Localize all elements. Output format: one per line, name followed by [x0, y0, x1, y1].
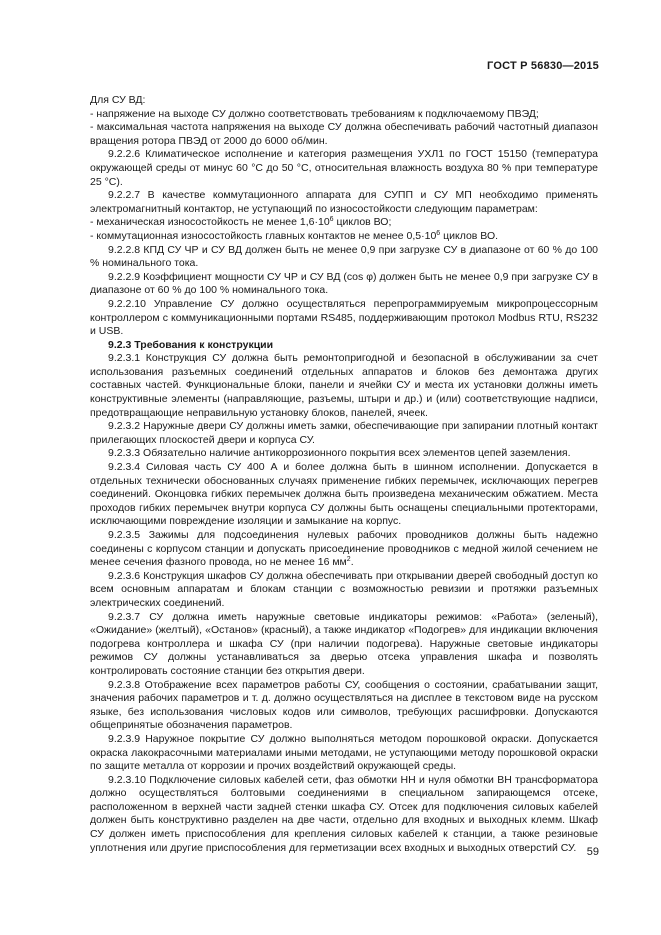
paragraph-text-tail: циклов ВО.: [440, 229, 499, 242]
superscript: 2: [346, 556, 351, 564]
paragraph: [90, 216, 598, 230]
paragraph-text: 9.2.3.6 Конструкция шкафов СУ должна обеспечивать при открывании дверей свободный доступ ко всем основным аппаратам и блокам станции с возможностью ревизии и протяжки разъемных электрических соединений.: [90, 569, 598, 609]
paragraph-text: 9.2.3.1 Конструкция СУ должна быть ремонтопригодной и безопасной в обслуживании за счет использования разъемных соединений отдельных аппаратов и блоков без демонтажа других составных частей. Функциональные блоки, панели и ячейки СУ и места их установки должны иметь конструктивные элементы (направляющие, разъемы, штыри и др.) и (или) соответствующие надписи, предотвращающие неправильную установку блоков, панелей, ячеек.: [90, 352, 598, 419]
paragraph: [90, 679, 598, 733]
paragraph-text: 9.2.2.8 КПД СУ ЧР и СУ ВД должен быть не менее 0,9 при загрузке СУ в диапазоне от 60 % до 100 % номинального тока.: [90, 243, 598, 270]
paragraph: [90, 611, 598, 679]
superscript: 6: [436, 229, 441, 237]
paragraph: [90, 271, 598, 298]
document-id: ГОСТ Р 56830—2015: [487, 60, 599, 72]
paragraph-text: 9.2.2.7 В качестве коммутационного аппарата для СУПП и СУ МП необходимо применять электромагнитный контактор, не уступающий по износостойкости следующим параметрам:: [90, 189, 598, 215]
paragraph-text: 9.2.3.8 Отображение всех параметров работы СУ, сообщения о состоянии, срабатывании защит, значения рабочих параметров и т. д. должно осуществляться на дисплее в текстовом виде на русском языке, без использования числовых кодов или символов, требующих расшифровки. Допускаются общепринятые обозначения параметров.: [90, 678, 598, 732]
paragraph: [90, 447, 598, 461]
paragraph: [90, 352, 598, 420]
paragraph-text: 9.2.3.3 Обязательно наличие антикоррозионного покрытия всех элементов цепей заземления.: [108, 447, 571, 460]
paragraph-text: 9.2.3.10 Подключение силовых кабелей сети, фаз обмотки НН и нуля обмотки ВН трансформатора должно осуществляться болтовыми соединениями в специальном запирающемся отсеке, расположенном в верхней части задней стенки шкафа СУ. Отсек для подключения силовых кабелей должен быть конструктивно разделен на две части, отдельно для входных и выходных клемм. Шкаф СУ должен иметь приспособления для крепления силовых кабелей к станции, а также резиновые уплотнения или другие приспособления для герметизации всех входных и выходных отверстий СУ.: [90, 773, 598, 854]
paragraph: [90, 108, 598, 122]
paragraph: [90, 461, 598, 529]
paragraph-text: 9.2.2.9 Коэффициент мощности СУ ЧР и СУ ВД (cos φ) должен быть не менее 0,9 при загрузке СУ в диапазоне от 60 % до 100 % номинального тока.: [90, 270, 598, 297]
paragraph-text: Для СУ ВД:: [90, 94, 146, 106]
paragraph-text: 9.2.3 Требования к конструкции: [108, 338, 274, 351]
paragraph-text: - механическая износостойкость не менее 1,6·10: [90, 216, 330, 229]
paragraph: [90, 121, 598, 148]
section-heading: [90, 339, 598, 353]
paragraph: [90, 148, 598, 189]
paragraph-text: 9.2.2.10 Управление СУ должно осуществляться перепрограммируемым микропроцессорным контроллером с коммуникационными портами RS485, поддерживающим протокол Modbus RTU, RS232 и USB.: [90, 297, 598, 338]
paragraph: [90, 733, 598, 774]
paragraph: [90, 570, 598, 611]
paragraph-text: - напряжение на выходе СУ должно соответствовать требованиям к подключаемому ПВЭД;: [90, 107, 539, 120]
paragraph: [90, 298, 598, 339]
paragraph-text: 9.2.3.9 Наружное покрытие СУ должно выполняться методом порошковой окраски. Допускается окраска лакокрасочными материалами иными методами, не уступающими методу порошковой окраски по защите металла от коррозии и прочих воздействий окружающей среды.: [90, 732, 598, 773]
paragraph: [90, 420, 598, 447]
paragraph-text: 9.2.3.2 Наружные двери СУ должны иметь замки, обеспечивающие при запирании плотный контакт прилегающих плоскостей двери и корпуса СУ.: [90, 420, 598, 446]
paragraph: [90, 529, 598, 570]
paragraph: [90, 244, 598, 271]
paragraph: [90, 94, 598, 108]
paragraph-text: 9.2.3.7 СУ должна иметь наружные световые индикаторы режимов: «Работа» (зеленый), «Ожидание» (желтый), «Останов» (красный), а также индикатор «Подогрев» для индикации включения подогрева контроллера и шкафа СУ (при наличии подогрева). Наружные световые индикаторы режимов СУ должны устанавливаться за дверью отсека управления шкафа и позволять контролировать состояние станции без открытия двери.: [90, 610, 598, 677]
paragraph-text: - максимальная частота напряжения на выходе СУ должна обеспечивать рабочий частотный диапазон вращения ротора ПВЭД от 2000 до 6000 об/мин.: [90, 121, 598, 147]
paragraph: [90, 774, 598, 856]
superscript: 6: [329, 216, 334, 224]
paragraph: [90, 230, 598, 244]
document-body: [90, 94, 598, 855]
paragraph: [90, 189, 598, 216]
paragraph-text: 9.2.2.6 Климатическое исполнение и категория размещения УХЛ1 по ГОСТ 15150 (температура окружающей среды от минус 60 °С до 50 °С, относительная влажность воздуха 80 % при температуре 25 °С).: [90, 148, 598, 188]
paragraph-text: 9.2.3.4 Силовая часть СУ 400 А и более должна быть в шинном исполнении. Допускается в отдельных технически обоснованных случаях применение гибких перемычек, исключающих перегрев соединений. Оконцовка гибких перемычек должна быть произведена механическим обжатием. Места проходов гибких перемычек внутри корпуса СУ должны быть оснащены специальными протекторами, исключающими повреждение изоляции и замыкание на корпус.: [90, 461, 598, 528]
paragraph-text: - коммутационная износостойкость главных контактов не менее 0,5·10: [90, 229, 437, 242]
paragraph-text-tail: циклов ВО;: [333, 216, 392, 229]
page-number: 59: [586, 846, 599, 858]
paragraph-text-tail: .: [350, 556, 354, 569]
paragraph-text: 9.2.3.5 Зажимы для подсоединения нулевых рабочих проводников должны быть надежно соединены с корпусом станции и допускать присоединение проводников с медной жилой сечением не менее сечения фазного провода, но не менее 16 мм: [90, 529, 598, 569]
